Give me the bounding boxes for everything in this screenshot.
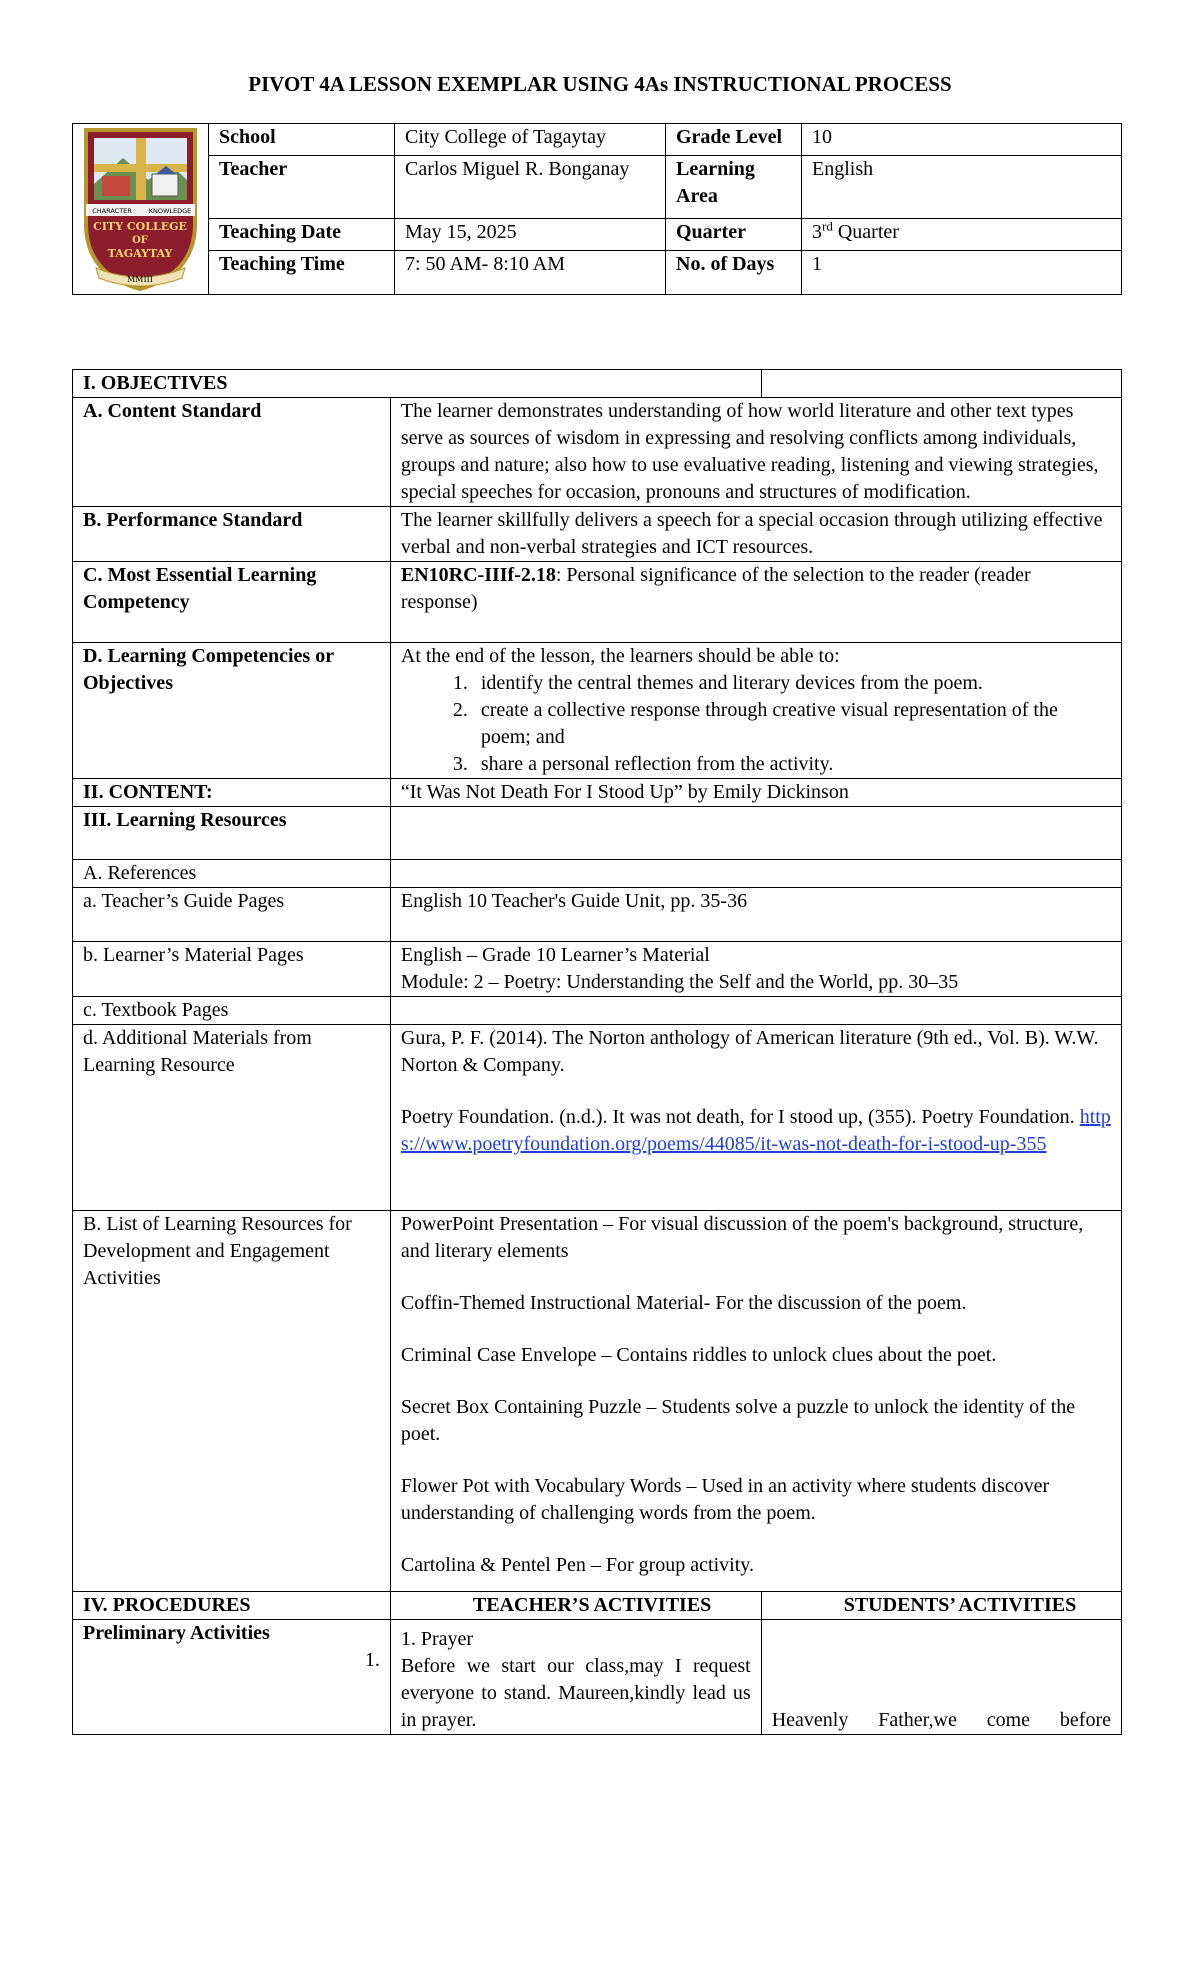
list-item: Flower Pot with Vocabulary Words – Used in an activity where students discover understanding of challenging words from the poem. xyxy=(400,1475,1050,1524)
logo-banner-left: CHARACTER xyxy=(92,207,132,215)
header-table xyxy=(72,123,1122,295)
references-empty-cell xyxy=(390,860,1121,888)
logo-name-line1: CITY COLLEGE xyxy=(93,220,187,233)
prayer-cell xyxy=(390,1620,761,1735)
teacher-activities-heading: TEACHER’S ACTIVITIES xyxy=(390,1592,761,1620)
list-item: Coffin-Themed Instructional Material- For the discussion of the poem. xyxy=(400,1292,967,1314)
logo-cell xyxy=(73,124,209,295)
preliminary-cell xyxy=(73,1620,391,1735)
list-item: PowerPoint Presentation – For visual discussion of the poem's background, structure, and literary elements xyxy=(400,1213,1084,1262)
school-label: School xyxy=(209,124,395,156)
lm-label: b. Learner’s Material Pages xyxy=(73,942,391,997)
additional-label: d. Additional Materials from Learning Resource xyxy=(73,1025,391,1211)
teacher-value: Carlos Miguel R. Bonganay xyxy=(395,155,666,218)
date-value: May 15, 2025 xyxy=(395,218,666,250)
list-item: Criminal Case Envelope – Contains riddles to unlock clues about the poet. xyxy=(400,1344,997,1366)
lm-line2: Module: 2 – Poetry: Understanding the Self and the World, pp. 30–35 xyxy=(400,971,959,993)
area-label: Learning Area xyxy=(666,155,802,218)
melc-label: C. Most Essential Learning Competency xyxy=(73,562,391,643)
quarter-number: 3 xyxy=(812,220,822,243)
quarter-value xyxy=(802,218,1122,250)
quarter-suffix: rd xyxy=(822,217,833,233)
objectives-heading: I. OBJECTIVES xyxy=(73,370,762,398)
resources-heading: III. Learning Resources xyxy=(73,807,391,860)
performance-standard-text: The learner skillfully delivers a speech for a special occasion through utilizing effective verbal and non-verbal strategies and ICT resources. xyxy=(390,507,1121,562)
references-label: A. References xyxy=(73,860,391,888)
grade-value: 10 xyxy=(802,124,1122,156)
lc-intro: At the end of the lesson, the learners should be able to: xyxy=(400,645,840,667)
logo-motto: MMIII xyxy=(127,275,153,284)
logo-name-line2: OF xyxy=(132,235,148,246)
time-value: 7: 50 AM- 8:10 AM xyxy=(395,250,666,295)
additional-ref-1: Gura, P. F. (2014). The Norton anthology of American literature (9th ed., Vol. B). W.W. Norton & Company. xyxy=(400,1027,1099,1076)
content-standard-label: A. Content Standard xyxy=(73,398,391,507)
objectives-empty-cell xyxy=(761,370,1121,398)
content-label: II. CONTENT: xyxy=(73,779,391,807)
lc-item: 3. share a personal reflection from the activity. xyxy=(473,751,1111,778)
teacher-label: Teacher xyxy=(209,155,395,218)
prayer-title: 1. Prayer xyxy=(400,1628,474,1650)
list-item: Secret Box Containing Puzzle – Students solve a puzzle to unlock the identity of the poet. xyxy=(400,1396,1076,1445)
lc-label: D. Learning Competencies or Objectives xyxy=(73,643,391,779)
lc-list xyxy=(401,670,1111,778)
content-standard-text: The learner demonstrates understanding of how world literature and other text types serve as sources of wisdom in expressing and resolving conflicts among individuals, groups and nature; also how to use evaluative reading, listening and viewing strategies, special speeches for occasion, pronouns and structures of modification. xyxy=(390,398,1121,507)
document-title: PIVOT 4A LESSON EXEMPLAR USING 4As INSTRUCTIONAL PROCESS xyxy=(248,72,952,96)
content-value: “It Was Not Death For I Stood Up” by Emily Dickinson xyxy=(390,779,1121,807)
melc-text: : Personal significance of the selection to the reader (reader response) xyxy=(400,564,1031,613)
school-value: City College of Tagaytay xyxy=(395,124,666,156)
lm-cell xyxy=(390,942,1121,997)
logo-banner-right: KNOWLEDGE xyxy=(148,207,192,215)
tb-label: c. Textbook Pages xyxy=(73,997,391,1025)
poetry-foundation-link[interactable]: https://www.poetryfoundation.org/poems/44085/it-was-not-death-for-i-stood-up-355 xyxy=(400,1106,1111,1155)
list-cell xyxy=(390,1211,1121,1592)
resources-empty-cell xyxy=(390,807,1121,860)
quarter-label: Quarter xyxy=(666,218,802,250)
student-response-cell xyxy=(761,1620,1121,1735)
procedures-heading: IV. PROCEDURES xyxy=(73,1592,391,1620)
tg-value: English 10 Teacher's Guide Unit, pp. 35-36 xyxy=(390,888,1121,942)
lc-cell xyxy=(390,643,1121,779)
time-label: Teaching Time xyxy=(209,250,395,295)
additional-ref-2-block xyxy=(401,1104,1111,1158)
list-label: B. List of Learning Resources for Development and Engagement Activities xyxy=(73,1211,391,1592)
prayer-text: Before we start our class,may I request everyone to stand. Maureen,kindly lead us in prayer. xyxy=(400,1655,751,1731)
date-label: Teaching Date xyxy=(209,218,395,250)
tb-empty-cell xyxy=(390,997,1121,1025)
days-label: No. of Days xyxy=(666,250,802,295)
school-logo-icon xyxy=(78,124,203,294)
performance-standard-label: B. Performance Standard xyxy=(73,507,391,562)
area-value: English xyxy=(802,155,1122,218)
melc-cell xyxy=(390,562,1121,643)
preliminary-item-number: 1. xyxy=(364,1649,380,1671)
lc-item: 1. identify the central themes and literary devices from the poem. xyxy=(473,670,1111,697)
lm-line1: English – Grade 10 Learner’s Material xyxy=(400,944,710,966)
lesson-table xyxy=(72,369,1122,1735)
melc-code: EN10RC-IIIf-2.18 xyxy=(400,564,556,586)
additional-cell xyxy=(390,1025,1121,1211)
days-value: 1 xyxy=(802,250,1122,295)
quarter-word: Quarter xyxy=(832,220,899,243)
student-response-text: Heavenly Father,we come before xyxy=(771,1709,1111,1731)
tg-label: a. Teacher’s Guide Pages xyxy=(73,888,391,942)
additional-ref-2: Poetry Foundation. (n.d.). It was not death, for I stood up, (355). Poetry Foundation. xyxy=(400,1106,1080,1128)
logo-name-line3: TAGAYTAY xyxy=(107,247,173,260)
grade-label: Grade Level xyxy=(666,124,802,156)
students-activities-heading: STUDENTS’ ACTIVITIES xyxy=(761,1592,1121,1620)
list-item: Cartolina & Pentel Pen – For group activity. xyxy=(400,1554,754,1576)
preliminary-label: Preliminary Activities xyxy=(83,1622,270,1644)
lc-item: 2. create a collective response through creative visual representation of the poem; and xyxy=(473,697,1111,751)
